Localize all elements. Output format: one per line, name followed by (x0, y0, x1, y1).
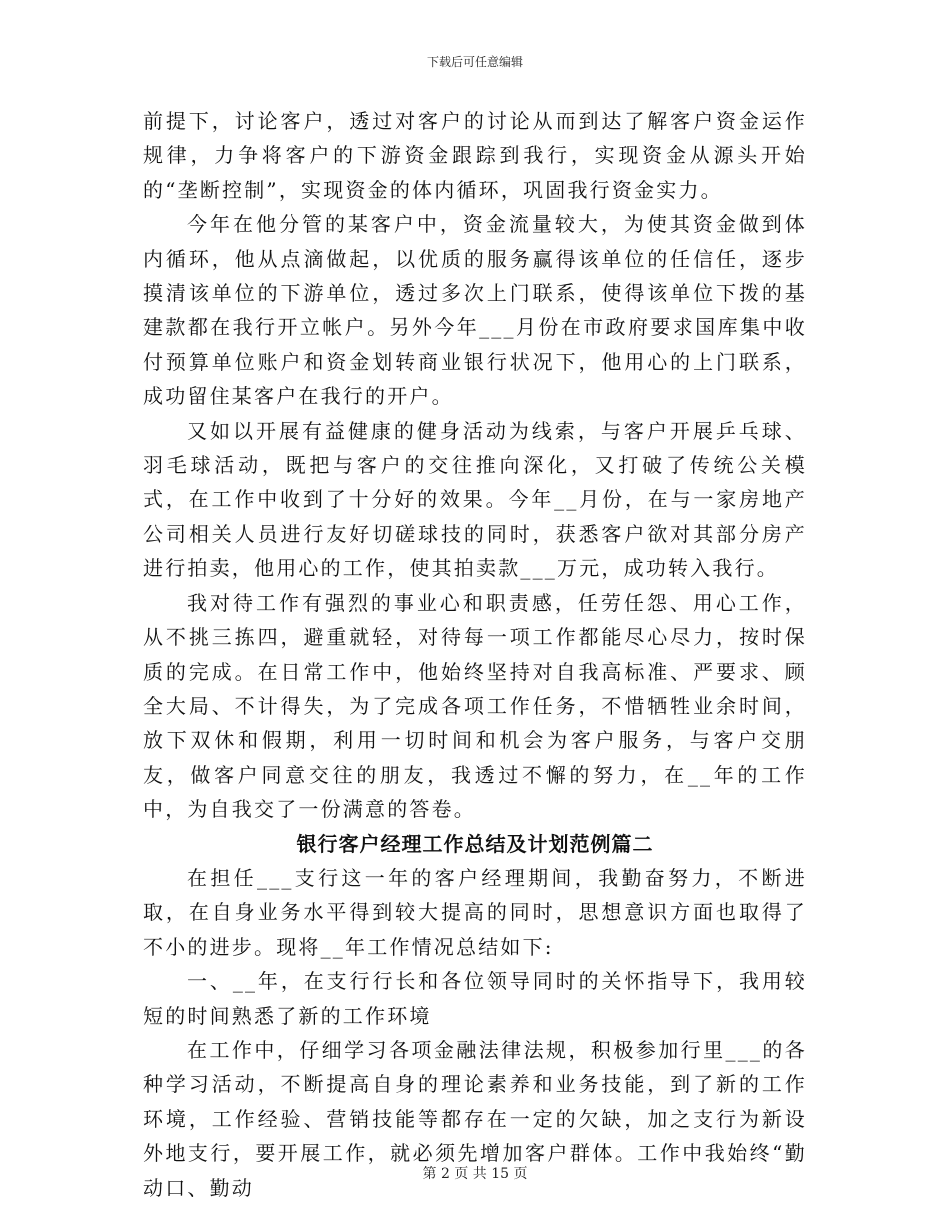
page-header: 下载后可任意编辑 (426, 55, 523, 69)
paragraph: 我对待工作有强烈的事业心和职责感，任劳任怨、用心工作，从不挑三拣四，避重就轻，对待每一项工作都能尽心尽力，按时保质的完成。在日常工作中，他始终坚持对自我高标准、严要求、顾全大局、不计得失，为了完成各项工作任务，不惜牺牲业余时间，放下双休和假期，利用一切时间和机会为客户服务，与客户交朋友，做客户同意交往的朋友，我透过不懈的努力，在__年的工作中，为自我交了一份满意的答卷。 (143, 590, 807, 822)
document-body (143, 104, 807, 1205)
paragraph: 前提下，讨论客户，透过对客户的讨论从而到达了解客户资金运作规律，力争将客户的下游资金跟踪到我行，实现资金从源头开始的“垄断控制”，实现资金的体内循环，巩固我行资金实力。 (143, 109, 807, 202)
page-footer: 第 2 页 共 15 页 (422, 1166, 528, 1182)
paragraph: 今年在他分管的某客户中，资金流量较大，为使其资金做到体内循环，他从点滴做起，以优质的服务赢得该单位的任信任，逐步摸清该单位的下游单位，透过多次上门联系，使得该单位下拨的基建款都在我行开立帐户。另外今年___月份在市政府要求国库集中收付预算单位账户和资金划转商业银行状况下，他用心的上门联系，成功留住某客户在我行的开户。 (143, 212, 807, 409)
paragraph: 在工作中，仔细学习各项金融法律法规，积极参加行里___的各种学习活动，不断提高自身的理论素养和业务技能，到了新的工作环境，工作经验、营销技能等都存在一定的欠缺，加之支行为新设外地支行，要开展工作，就必须先增加客户群体。工作中我始终“勤动口、勤动 (143, 1037, 807, 1200)
paragraph: 在担任___支行这一年的客户经理期间，我勤奋努力，不断进取，在自身业务水平得到较大提高的同时，思想意识方面也取得了不小的进步。现将__年工作情况总结如下: (143, 865, 807, 959)
paragraph: 又如以开展有益健康的健身活动为线索，与客户开展乒乓球、羽毛球活动，既把与客户的交往推向深化，又打破了传统公关模式，在工作中收到了十分好的效果。今年__月份，在与一家房地产公司相关人员进行友好切磋球技的同时，获悉客户欲对其部分房产进行拍卖，他用心的工作，使其拍卖款___万元，成功转入我行。 (143, 418, 807, 581)
section-title: 银行客户经理工作总结及计划范例篇二 (296, 831, 654, 856)
paragraph: 一、__年，在支行行长和各位领导同时的关怀指导下，我用较短的时间熟悉了新的工作环境 (143, 969, 807, 1028)
